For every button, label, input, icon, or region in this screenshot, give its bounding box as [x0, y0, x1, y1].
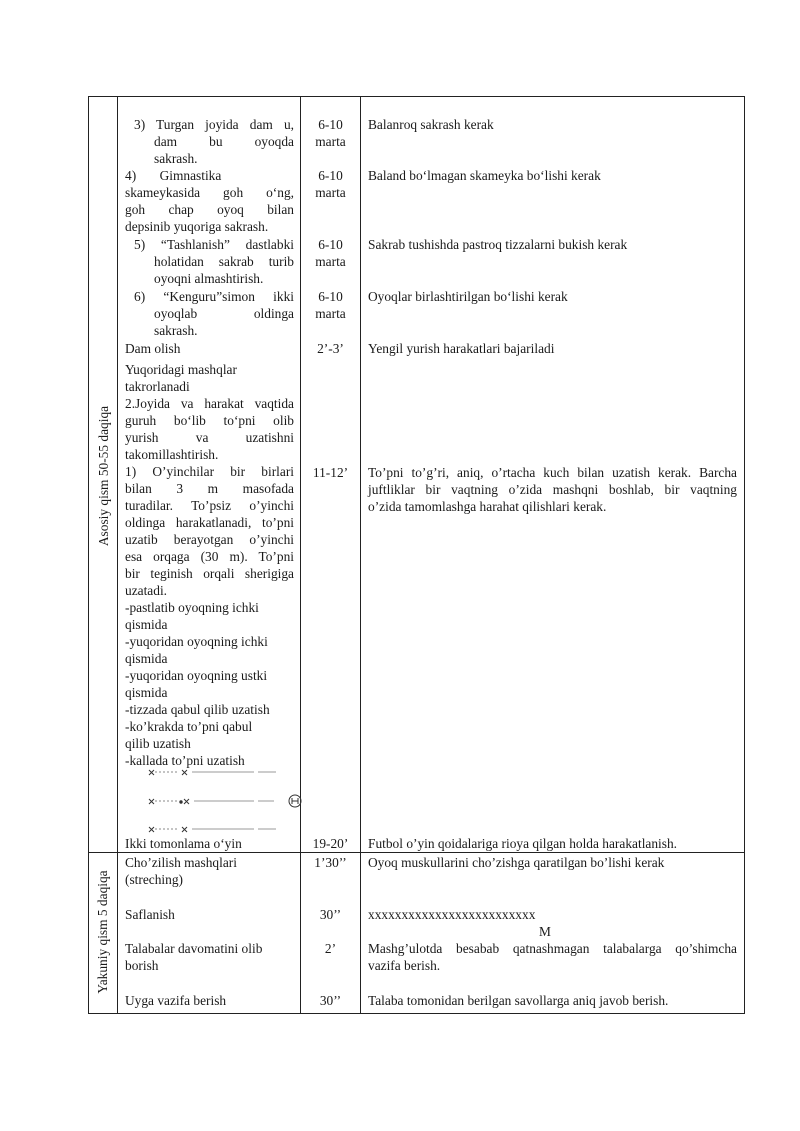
drill-dose: 11-12’	[312, 465, 349, 480]
drill-line: esa orqaga (30 m). To’pni	[125, 549, 294, 564]
dose-column-border	[360, 96, 361, 1014]
drill-line: qismida	[125, 617, 168, 632]
dose-3-value: 6-10	[318, 117, 343, 132]
drill-line: takomillashtirish.	[125, 447, 219, 462]
stretching-dose: 1’30’’	[314, 855, 347, 870]
drill-line: 2.Joyida va harakat vaqtida	[125, 396, 294, 411]
note-3: Balanroq sakrash kerak	[368, 117, 494, 132]
attendance-line-2: borish	[125, 958, 159, 973]
homework-dose: 30’’	[319, 993, 342, 1008]
note-6: Oyoqlar birlashtirilgan bo‘lishi kerak	[368, 289, 568, 304]
section-label-main: Asosiy qism 50-55 daqiqa	[96, 405, 111, 547]
drill-line: -yuqoridan oyoqning ustki	[125, 668, 268, 683]
dose-5-value: 6-10	[318, 237, 343, 252]
stretching-line-2: (streching)	[125, 872, 184, 887]
drill-line: Yuqoridagi mashqlar	[125, 362, 237, 377]
drill-note-line: juftliklar bir vaqtning o’zida mashqni boshlab, bir vaqtning	[368, 482, 737, 497]
game-dose: 19-20’	[312, 836, 349, 851]
player-pair-1	[149, 770, 276, 775]
attendance-line-1: Talabalar davomatini olib	[125, 941, 263, 956]
drill-line: guruh bo‘lib to‘pni olib	[125, 413, 294, 428]
homework-label: Uyga vazifa berish	[125, 993, 227, 1008]
table-right-border	[744, 96, 745, 1014]
note-4: Baland bo‘lmagan skameyka bo‘lishi kerak	[368, 168, 601, 183]
dose-3-unit: marta	[315, 134, 346, 149]
attendance-note-line-2: vazifa berish.	[368, 958, 441, 973]
drill-line: -kallada to’pni uzatish	[125, 753, 245, 768]
drill-line: oldinga harakatlanadi, to’pni	[125, 515, 294, 530]
attendance-dose: 2’	[324, 941, 337, 956]
table-left-border	[88, 96, 89, 1014]
drill-note-line: o’zida tamomlashga harahat qilishlari kerak.	[368, 499, 607, 514]
exercise-5-line-1: 5) “Tashlanish” dastlabki	[134, 237, 294, 252]
dose-6-value: 6-10	[318, 289, 343, 304]
note-5: Sakrab tushishda pastroq tizzalarni bukish kerak	[368, 237, 628, 252]
table-bottom-border	[88, 1013, 745, 1014]
exercise-4-line-4: depsinib yuqoriga sakrash.	[125, 219, 269, 234]
drill-line: uzatadi.	[125, 583, 168, 598]
player-pair-3	[149, 827, 276, 832]
drill-line: bilan 3 m masofada	[125, 481, 294, 496]
dose-4-unit: marta	[315, 185, 346, 200]
formation-label: Saflanish	[125, 907, 175, 922]
drill-line: yurish va uzatishni	[125, 430, 294, 445]
rest-dose: 2’-3’	[317, 341, 344, 356]
player-pair-2	[149, 795, 301, 807]
passing-drill-description	[125, 361, 294, 769]
exercise-3-line-3: sakrash.	[154, 151, 198, 166]
exercise-4-line-1: 4) Gimnastika	[125, 168, 222, 183]
dose-4-value: 6-10	[318, 168, 343, 183]
formation-dose: 30’’	[319, 907, 342, 922]
exercise-3-line-2: dam bu oyoqda	[154, 134, 294, 149]
stretching-line-1: Cho’zilish mashqlari	[125, 855, 237, 870]
exercise-5-line-2: holatidan sakrab turib	[154, 254, 294, 269]
drill-line: qilib uzatish	[125, 736, 191, 751]
exercise-4-line-3: goh chap oyoq bilan	[125, 202, 294, 217]
drill-line: -tizzada qabul qilib uzatish	[125, 702, 270, 717]
drill-note	[368, 464, 737, 515]
dose-5-unit: marta	[315, 254, 346, 269]
drill-line: -pastlatib oyoqning ichki	[125, 600, 259, 615]
table-top-border	[88, 96, 745, 97]
drill-line: 1) O’yinchilar bir birlari	[125, 464, 294, 479]
exercise-4-line-2: skameykasida goh o‘ng,	[125, 185, 294, 200]
exercise-6-line-3: sakrash.	[154, 323, 198, 338]
formation-note-row: xxxxxxxxxxxxxxxxxxxxxxxxx	[368, 907, 536, 922]
homework-note: Talaba tomonidan berilgan savollarga aniq javob berish.	[368, 993, 669, 1008]
drill-line: qismida	[125, 685, 168, 700]
formation-note-marker: M	[539, 924, 551, 939]
exercise-6-line-2: oyoqlab oldinga	[154, 306, 294, 321]
rest-label: Dam olish	[125, 341, 181, 356]
exercise-6-line-1: 6) “Kenguru”simon ikki	[134, 289, 294, 304]
attendance-note-line-1: Mashg’ulotda besabab qatnashmagan talabalarga qo’shimcha	[368, 941, 737, 956]
game-label: Ikki tomonlama o‘yin	[125, 836, 242, 851]
stretching-note: Oyoq muskullarini cho’zishga qaratilgan bo’lishi kerak	[368, 855, 665, 870]
drill-line: takrorlanadi	[125, 379, 190, 394]
exercise-3-line-1: 3) Turgan joyida dam u,	[134, 117, 294, 132]
drill-note-line: To’pni to’g’ri, aniq, o’rtacha kuch bilan uzatish kerak. Barcha	[368, 465, 737, 480]
rest-note: Yengil yurish harakatlari bajariladi	[368, 341, 555, 356]
section-column-border	[117, 96, 118, 1014]
game-note: Futbol o’yin qoidalariga rioya qilgan holda harakatlanish.	[368, 836, 678, 851]
section-divider	[88, 852, 745, 853]
section-label-final: Yakuniy qism 5 daqiqa	[95, 870, 110, 994]
exercise-5-line-3: oyoqni almashtirish.	[154, 271, 264, 286]
drill-line: -ko’krakda to’pni qabul	[125, 719, 253, 734]
dose-6-unit: marta	[315, 306, 346, 321]
passing-drill-diagram	[146, 766, 304, 836]
exercise-column-border	[300, 96, 301, 1014]
drill-line: qismida	[125, 651, 168, 666]
drill-line: -yuqoridan oyoqning ichki	[125, 634, 268, 649]
drill-line: bir teginish orqali sherigiga	[125, 566, 294, 581]
drill-line: uzatib berayotgan o’yinchi	[125, 532, 294, 547]
drill-line: turadilar. To’psiz o’yinchi	[125, 498, 294, 513]
